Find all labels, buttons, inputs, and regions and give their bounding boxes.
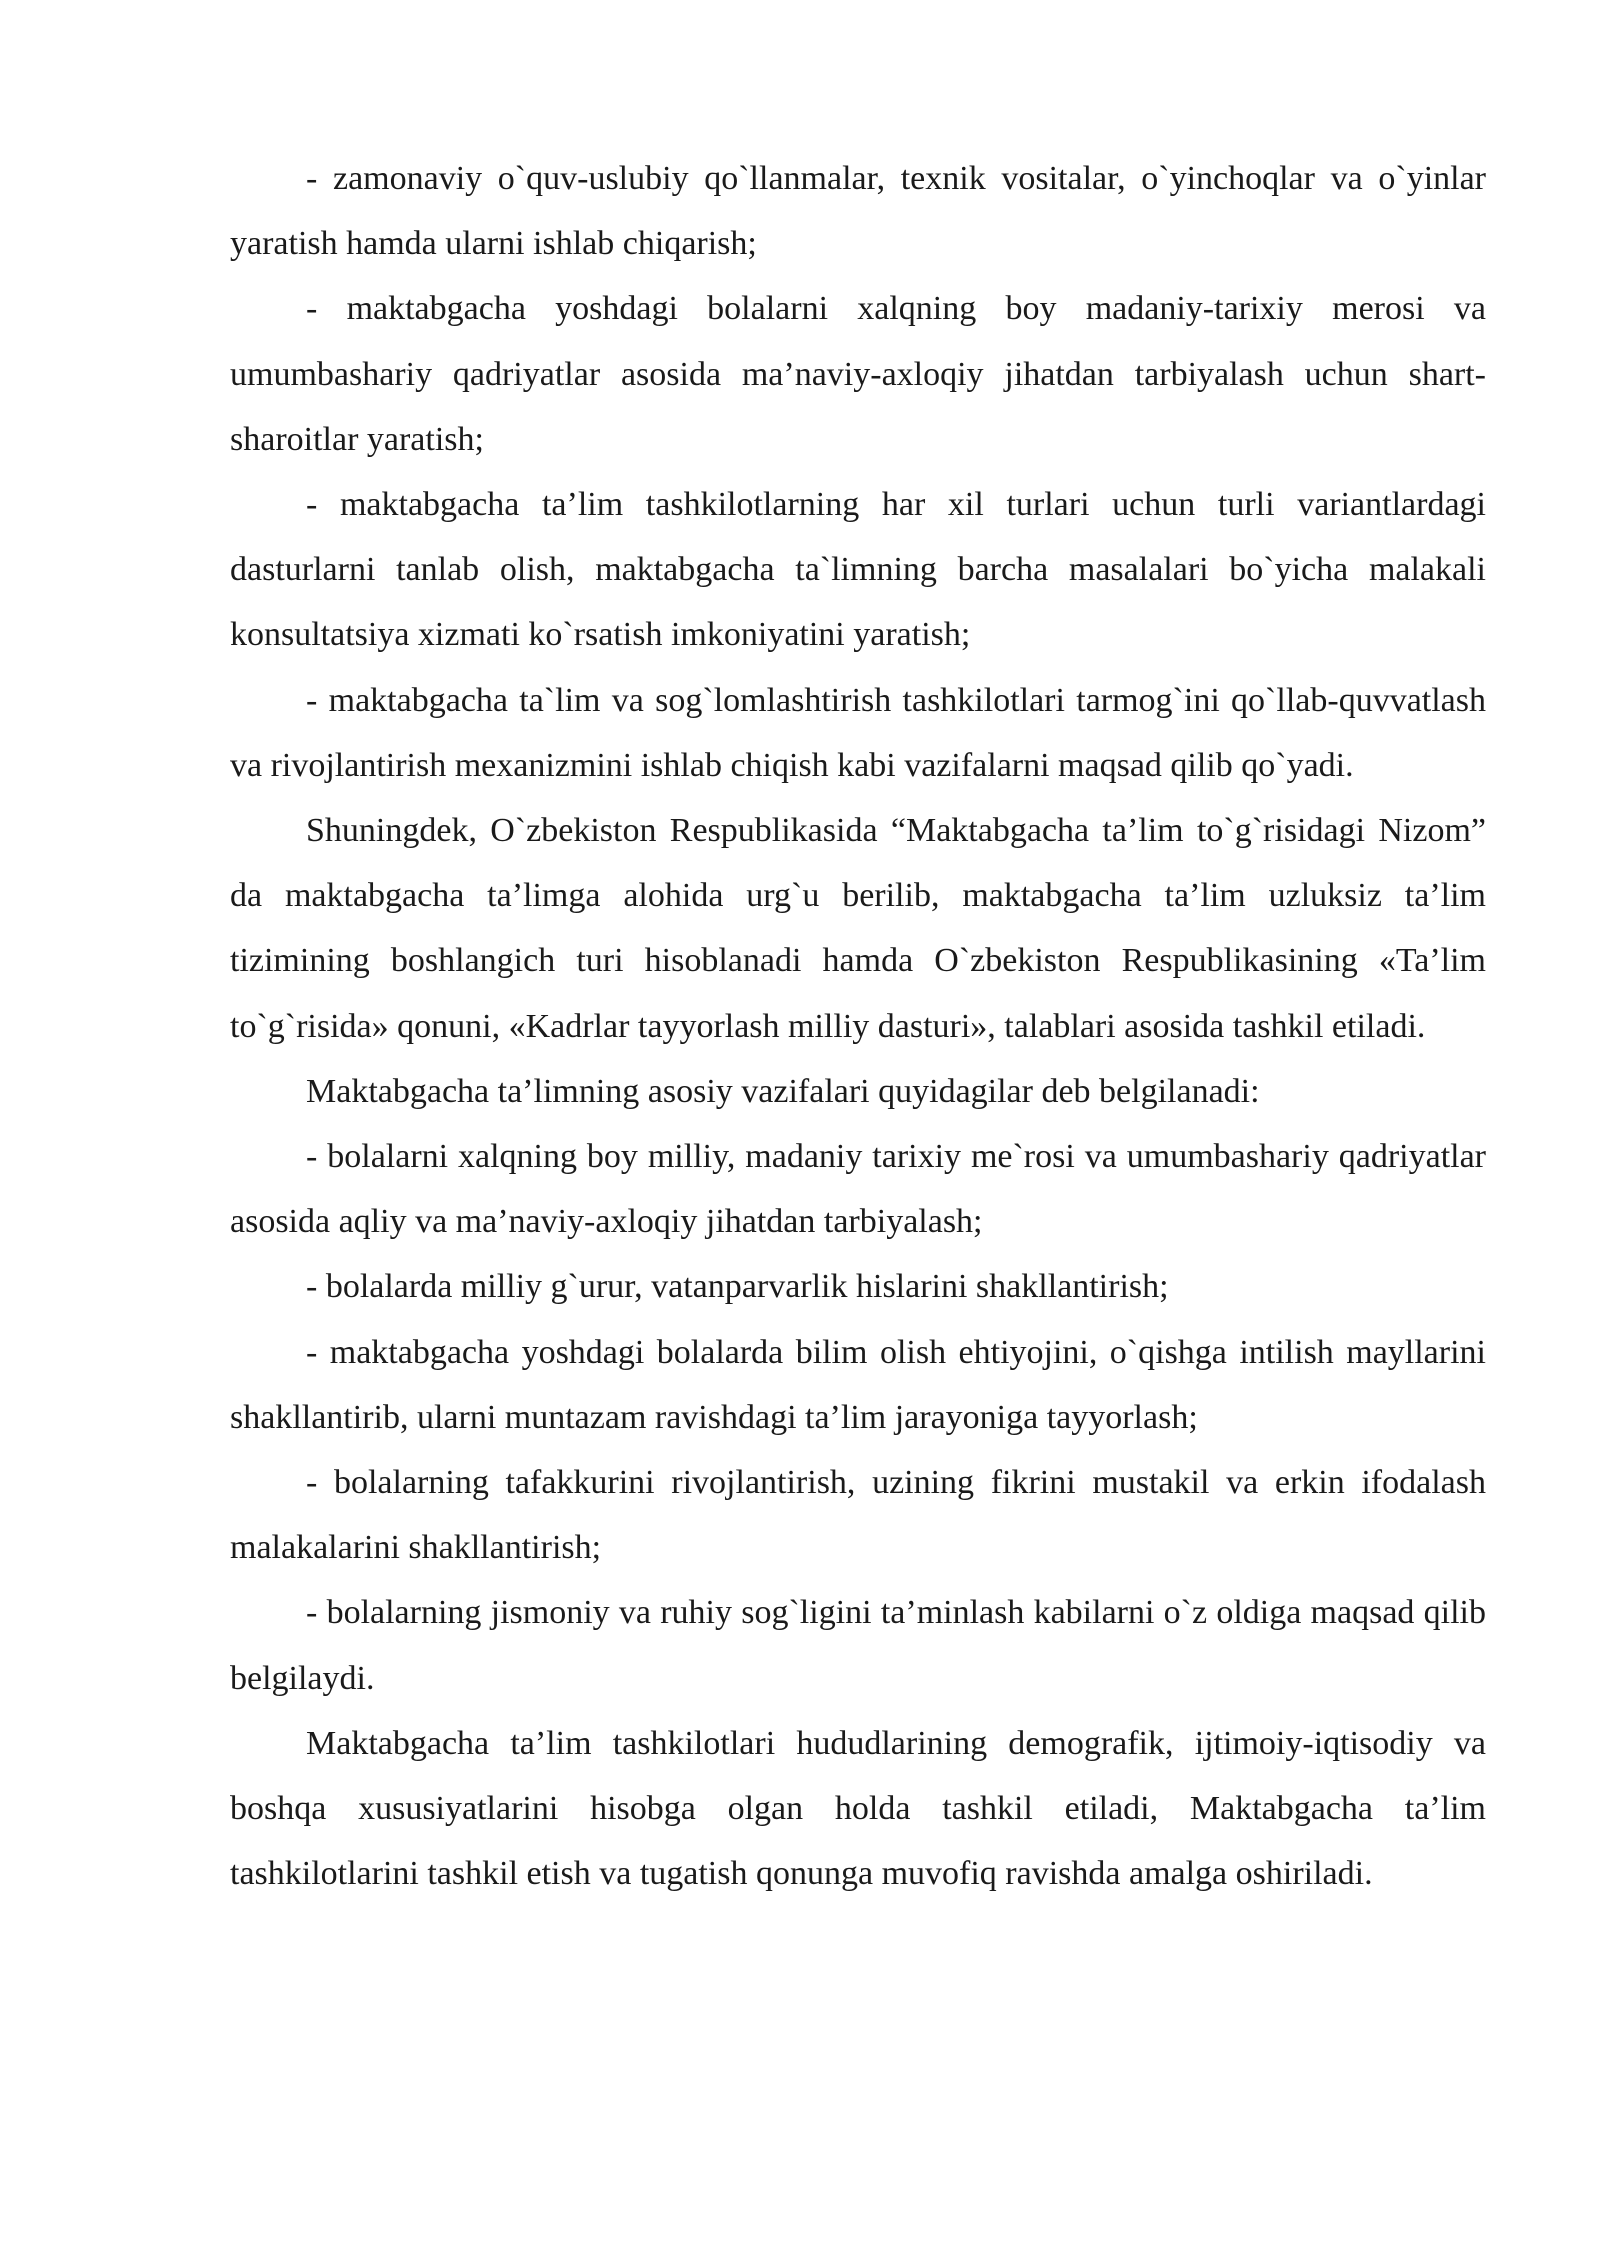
paragraph-1: - zamonaviy o`quv-uslubiy qo`llanmalar, texnik vositalar, o`yinchoqlar va o`yinlar yaratish hamda ularni ishlab chiqarish; bbox=[230, 160, 1486, 263]
paragraph-7: - bolalarni xalqning boy milliy, madaniy tarixiy me`rosi va umumbashariy qadriyatlar asosida aqliy va ma’naviy-axloqiy jihatdan tarbiyalash; bbox=[230, 1138, 1486, 1241]
paragraph-6: Maktabgacha ta’limning asosiy vazifalari quyidagilar deb belgilanadi: bbox=[306, 1072, 1260, 1110]
paragraph-5: Shuningdek, O`zbekiston Respublikasida “Maktabgacha ta’lim to`g`risidagi Nizom” da maktabgacha ta’limga alohida urg`u berilib, maktabgacha ta’lim uzluksiz ta’lim tizimining boshlangich turi hisoblanadi hamda O`zbekiston Respublikasining «Ta’lim to`g`risida» qonuni, «Kadrlar tayyorlash milliy dasturi», talablari asosida tashkil etiladi. bbox=[230, 812, 1486, 1045]
paragraph-11: - bolalarning jismoniy va ruhiy sog`ligini ta’minlash kabilarni o`z oldiga maqsad qilib belgilaydi. bbox=[230, 1594, 1486, 1697]
paragraph-2: - maktabgacha yoshdagi bolalarni xalqning boy madaniy-tarixiy merosi va umumbashariy qadriyatlar asosida ma’naviy-axloqiy jihatdan tarbiyalash uchun shart-sharoitlar yaratish; bbox=[230, 290, 1486, 458]
paragraph-10: - bolalarning tafakkurini rivojlantirish, uzining fikrini mustakil va erkin ifodalash malakalarini shakllantirish; bbox=[230, 1464, 1486, 1567]
paragraph-9: - maktabgacha yoshdagi bolalarda bilim olish ehtiyojini, o`qishga intilish mayllarini shakllantirib, ularni muntazam ravishdagi ta’lim jarayoniga tayyorlash; bbox=[230, 1333, 1486, 1436]
document-body bbox=[230, 146, 1486, 1906]
paragraph-12: Maktabgacha ta’lim tashkilotlari hududlarining demografik, ijtimoiy-iqtisodiy va boshqa xususiyatlarini hisobga olgan holda tashkil etiladi, Maktabgacha ta’lim tashkilotlarini tashkil etish va tugatish qonunga muvofiq ravishda amalga oshiriladi. bbox=[230, 1724, 1486, 1893]
paragraph-3: - maktabgacha ta’lim tashkilotlarning har xil turlari uchun turli variantlardagi dasturlarni tanlab olish, maktabgacha ta`limning barcha masalalari bo`yicha malakali konsultatsiya xizmati ko`rsatish imkoniyatini yaratish; bbox=[230, 486, 1486, 654]
paragraph-8: - bolalarda milliy g`urur, vatanparvarlik hislarini shakllantirish; bbox=[306, 1268, 1169, 1306]
paragraph-4: - maktabgacha ta`lim va sog`lomlashtirish tashkilotlari tarmog`ini qo`llab-quvvatlash va rivojlantirish mexanizmini ishlab chiqish kabi vazifalarni maqsad qilib qo`yadi. bbox=[230, 681, 1486, 784]
